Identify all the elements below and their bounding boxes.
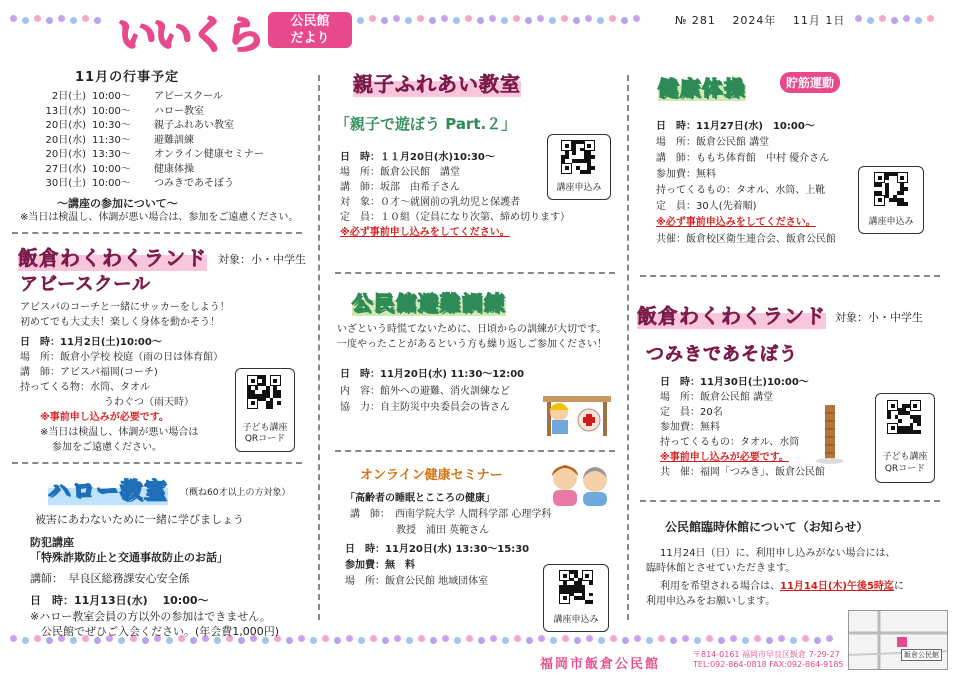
decor-dot xyxy=(358,637,365,644)
schedule-event: 親子ふれあい教室 xyxy=(154,120,234,131)
tsumiki-subtitle: つみきであそぼう xyxy=(646,344,798,365)
closure-deadline: 11月14日(木)午後5時迄 xyxy=(780,581,894,592)
tsumiki-place: 場 所：飯倉公民館 講堂 xyxy=(660,392,774,403)
wakuwaku-target-2: 対象：小・中学生 xyxy=(835,311,923,324)
decor-dot xyxy=(754,635,761,642)
kenko-place: 場 所：飯倉公民館 講堂 xyxy=(656,137,770,148)
online-place: 場 所：飯倉公民館 地域団体室 xyxy=(345,576,489,587)
schedule-date: 20日(水) xyxy=(45,149,86,160)
decor-dot xyxy=(622,637,629,644)
closure-line-3 xyxy=(660,579,904,594)
decor-dot xyxy=(927,15,934,22)
qr-code-kids-1[interactable] xyxy=(235,368,295,452)
tsumiki-capacity: 定 員：20名 xyxy=(660,407,723,418)
kenko-host: 共催：飯倉校区衛生連合会、飯倉公民館 xyxy=(656,234,836,245)
decor-dot xyxy=(406,637,413,644)
decor-dot xyxy=(537,15,544,22)
decor-dot xyxy=(915,17,922,24)
decor-dot xyxy=(22,17,29,24)
oyako-must: ※必ず事前申し込みをしてください。 xyxy=(340,227,510,238)
kenko-teacher: 講 師：ももち体育館 中村 優介さん xyxy=(656,153,830,164)
abi-desc-2: 初めてでも大丈夫！楽しく身体を動かそう！ xyxy=(20,317,220,328)
schedule-time: 10:00～ xyxy=(92,178,131,189)
closure-line-2: 臨時休館とさせていただきます。 xyxy=(646,563,796,574)
oyako-subtitle: 「親子で遊ぼう Part.２」 xyxy=(335,115,517,133)
decor-dot xyxy=(430,637,437,644)
decor-dot xyxy=(454,637,461,644)
abi-date: 日 時：11月2日(土)10:00～ xyxy=(20,337,162,348)
map-label: 飯倉公民館 xyxy=(901,649,942,661)
hinan-content: 内 容：館外への避難、消火訓練など xyxy=(340,386,510,397)
schedule-event: アビースクール xyxy=(154,91,223,102)
tsumiki-must: ※事前申し込みが必要です。 xyxy=(660,452,789,463)
decor-dot xyxy=(417,15,424,22)
decor-dot xyxy=(718,637,725,644)
oyako-title: 親子ふれあい教室 xyxy=(353,68,521,97)
online-teacher-1: 講 師： 西南学院大学 人間科学部 心理学科 xyxy=(350,509,552,520)
elderly-couple-illustration xyxy=(545,458,615,506)
abi-bring-2: うわぐつ（雨天時） xyxy=(104,397,194,408)
hello-title: ハロー教室 xyxy=(48,474,168,505)
schedule-time: 10:00～ xyxy=(92,91,131,102)
decor-dot xyxy=(478,637,485,644)
logo-main-text: いいくら xyxy=(118,13,263,57)
row-divider-mid-2 xyxy=(335,450,615,452)
decor-dot xyxy=(502,637,509,644)
location-map xyxy=(848,610,948,670)
wakuwaku-title-1: 飯倉わくわくランド xyxy=(18,242,207,271)
decor-dot xyxy=(742,637,749,644)
decor-dot xyxy=(10,635,17,642)
schedule-note-title: ～講座の参加について～ xyxy=(57,197,178,210)
oyako-capacity: 定 員：１０組（定員になり次第、締め切ります） xyxy=(340,212,570,223)
schedule-list xyxy=(40,90,294,192)
qr-label-1: 子ども講座 xyxy=(242,423,288,433)
decor-dot xyxy=(382,637,389,644)
schedule-time: 10:30～ xyxy=(92,120,131,131)
decor-dot xyxy=(357,17,364,24)
abi-note-2: 参加をご遠慮ください。 xyxy=(52,442,162,453)
hello-desc: 被害にあわないために一緒に学びましょう xyxy=(35,513,244,526)
decor-dot xyxy=(730,635,737,642)
decor-dot xyxy=(658,635,665,642)
row-divider-left-1 xyxy=(12,232,302,234)
online-theme: 「高齢者の睡眠とこころの健康」 xyxy=(345,493,495,504)
abi-must: ※事前申し込みが必要です。 xyxy=(40,412,169,423)
schedule-date: 27日(水) xyxy=(45,163,86,175)
row-divider-left-2 xyxy=(12,462,302,464)
decor-dot xyxy=(585,15,592,22)
issue-number: № 281 xyxy=(675,14,716,27)
decor-dot xyxy=(58,15,65,22)
schedule-event: つみきであそぼう xyxy=(154,178,234,189)
qr-label: 講座申込み xyxy=(868,217,914,227)
tsumiki-fee: 参加費：無料 xyxy=(660,422,720,433)
decor-dot xyxy=(574,637,581,644)
decor-dot xyxy=(34,15,41,22)
hinan-desc-2: 一度やったことがあるという方も繰り返しご参加ください！ xyxy=(337,339,607,350)
tsumiki-host: 共 催：福岡「つみき」、飯倉公民館 xyxy=(660,467,825,478)
qr-pattern xyxy=(874,172,908,206)
decor-dot xyxy=(879,15,886,22)
hinan-date: 日 時：11月20日(水) 11:30～12:00 xyxy=(340,369,525,380)
kenko-capacity: 定 員：30人(先着順) xyxy=(656,201,757,212)
schedule-event: ハロー教室 xyxy=(154,105,204,117)
qr-code-kenko[interactable] xyxy=(858,166,924,234)
decor-dot xyxy=(646,637,653,644)
evacuation-drill-illustration xyxy=(535,380,615,438)
decor-dot xyxy=(634,635,641,642)
schedule-row xyxy=(40,90,294,105)
decor-dot xyxy=(82,15,89,22)
decor-dot xyxy=(670,637,677,644)
online-teacher-2: 教授 浦田 英範さん xyxy=(396,525,490,536)
decor-dot xyxy=(501,17,508,24)
abi-place: 場 所：飯倉小学校 校庭（雨の日は体育館） xyxy=(20,352,224,363)
schedule-date: 2日(土) xyxy=(51,91,86,102)
decor-dot xyxy=(453,17,460,24)
schedule-date: 20日(水) xyxy=(45,134,86,146)
decor-dot xyxy=(790,637,797,644)
decor-dot xyxy=(814,637,821,644)
decor-dot xyxy=(855,15,862,22)
schedule-row xyxy=(40,163,294,178)
tsumiki-bring: 持ってくるもの：タオル、水筒 xyxy=(660,437,800,448)
schedule-time: 10:00～ xyxy=(92,163,131,175)
decor-dot xyxy=(466,635,473,642)
decor-dot xyxy=(586,635,593,642)
footer-tel: TEL:092-864-0818 FAX:092-864-9185 xyxy=(693,660,844,669)
decor-dots-top-mid xyxy=(345,15,645,25)
schedule-row xyxy=(40,105,294,120)
qr-code-online[interactable] xyxy=(543,564,609,632)
qr-label-2: QRコード xyxy=(244,434,286,444)
column-divider-1 xyxy=(318,75,320,620)
footer-zip: 〒814-0161 福岡市早良区飯倉 7-29-27 xyxy=(693,650,840,659)
decor-dot xyxy=(490,635,497,642)
decor-dot xyxy=(538,635,545,642)
decor-dot xyxy=(513,15,520,22)
footer-address xyxy=(693,650,844,670)
decor-dot xyxy=(346,635,353,642)
decor-dot xyxy=(706,635,713,642)
kenko-must: ※必ず事前申込みをしてください。 xyxy=(656,217,816,228)
qr-code-oyako[interactable] xyxy=(547,134,611,200)
row-divider-right-2 xyxy=(640,500,940,502)
logo-sub-line-2: だより xyxy=(290,31,330,46)
decor-dot xyxy=(621,17,628,24)
decor-dot xyxy=(310,637,317,644)
hello-date: 日 時：11月13日(水) 10:00～ xyxy=(30,594,209,607)
decor-dot xyxy=(393,15,400,22)
decor-dot xyxy=(394,635,401,642)
qr-label-1: 子ども講座 xyxy=(882,452,928,462)
decor-dot xyxy=(610,635,617,642)
issue-date: 2024年 11月 1日 xyxy=(732,14,846,27)
kenko-bring: 持ってくるもの：タオル、水筒、上靴 xyxy=(656,185,826,196)
qr-pattern xyxy=(887,400,921,434)
online-title: オンライン健康セミナー xyxy=(360,468,503,483)
decor-dot xyxy=(778,635,785,642)
decor-dot xyxy=(573,17,580,24)
schedule-title: 11月の行事予定 xyxy=(75,70,180,85)
decor-dot xyxy=(561,15,568,22)
kenko-badge: 貯筋運動 xyxy=(780,72,840,93)
qr-label: 講座申込み xyxy=(556,183,602,193)
issue-info xyxy=(675,12,845,28)
kenko-title: 健康体操 xyxy=(658,72,746,101)
decor-dot xyxy=(633,15,640,22)
decor-dot xyxy=(514,635,521,642)
decor-dot xyxy=(334,637,341,644)
newsletter-logo xyxy=(118,8,343,57)
decor-dot xyxy=(369,15,376,22)
decor-dot xyxy=(442,635,449,642)
decor-dot xyxy=(802,635,809,642)
decor-dot xyxy=(381,17,388,24)
qr-pattern xyxy=(247,375,281,409)
schedule-row xyxy=(40,119,294,134)
hinan-title: 公民館避難訓練 xyxy=(352,287,506,316)
online-fee: 参加費：無 料 xyxy=(345,560,415,571)
decor-dot xyxy=(525,17,532,24)
schedule-event: 健康体操 xyxy=(154,163,194,175)
column-divider-2 xyxy=(627,75,629,620)
closure-line-4: 利用申込みをお願いします。 xyxy=(646,596,776,607)
closure-line-3c: に xyxy=(893,581,904,592)
decor-dot xyxy=(867,17,874,24)
kenko-fee: 参加費：無料 xyxy=(656,169,716,180)
abi-school-subtitle: アビースクール xyxy=(20,274,152,295)
closure-title: 公民館臨時休館について（お知らせ） xyxy=(665,520,869,534)
schedule-time: 10:00～ xyxy=(92,105,131,117)
qr-label-2: QRコード xyxy=(884,464,926,474)
schedule-date: 13日(水) xyxy=(45,105,86,117)
decor-dot xyxy=(10,15,17,22)
decor-dot xyxy=(903,15,910,22)
decor-dot xyxy=(94,17,101,24)
wakuwaku-target-1: 対象：小・中学生 xyxy=(218,253,306,266)
decor-dot xyxy=(429,17,436,24)
qr-code-kids-2[interactable] xyxy=(875,393,935,483)
qr-pattern xyxy=(559,570,593,604)
decor-dot xyxy=(598,637,605,644)
abi-note-1: ※当日は検温し、体調が悪い場合は xyxy=(40,427,199,438)
row-divider-mid-1 xyxy=(335,272,615,274)
decor-dot xyxy=(70,17,77,24)
decor-dot xyxy=(826,635,833,642)
decor-dot xyxy=(526,637,533,644)
decor-dot xyxy=(597,17,604,24)
decor-dot xyxy=(477,17,484,24)
kenko-date: 日 時：11月27日(水) 10:00～ xyxy=(656,121,815,132)
footer-name: 福岡市飯倉公民館 xyxy=(540,657,661,672)
oyako-target: 対 象：０才～就園前の乳幼児と保護者 xyxy=(340,197,520,208)
schedule-event: オンライン健康セミナー xyxy=(154,149,264,160)
schedule-row xyxy=(40,134,294,149)
hinan-coop: 協 力：自主防災中央委員会の皆さん xyxy=(340,402,510,413)
schedule-event: 避難訓練 xyxy=(154,134,194,146)
schedule-time: 11:30～ xyxy=(92,134,131,146)
decor-dot xyxy=(286,637,293,644)
oyako-place: 場 所：飯倉公民館 講堂 xyxy=(340,167,460,178)
logo-sub-line-1: 公民館 xyxy=(290,14,330,29)
qr-label: 講座申込み xyxy=(553,615,599,625)
online-date: 日 時：11月20日(水) 13:30～15:30 xyxy=(345,544,530,555)
decor-dot xyxy=(550,637,557,644)
abi-desc-1: アビスパのコーチと一緒にサッカーをしよう！ xyxy=(20,302,230,313)
decor-dot xyxy=(370,635,377,642)
schedule-row xyxy=(40,177,294,192)
row-divider-right-1 xyxy=(640,275,940,277)
hello-sub: （概ね60才以上の方対象） xyxy=(180,488,291,498)
hello-course: 防犯講座 xyxy=(30,536,74,549)
decor-dots-top-right xyxy=(855,15,950,25)
decor-dot xyxy=(298,635,305,642)
decor-dot xyxy=(694,637,701,644)
block-tower-illustration xyxy=(815,405,845,465)
schedule-date: 20日(水) xyxy=(45,120,86,131)
schedule-date: 30日(土) xyxy=(45,178,86,189)
closure-line-3a: 利用を希望される場合は、 xyxy=(660,581,780,592)
decor-dot xyxy=(609,15,616,22)
wakuwaku-title-2: 飯倉わくわくランド xyxy=(637,300,826,329)
decor-dot xyxy=(22,637,29,644)
hello-fee: 公民館でぜひご入会ください。(年会費1,000円) xyxy=(30,625,280,638)
decor-dot xyxy=(46,17,53,24)
schedule-time: 13:30～ xyxy=(92,149,131,160)
decor-dot xyxy=(682,635,689,642)
decor-dot xyxy=(322,635,329,642)
decor-dot xyxy=(549,17,556,24)
closure-line-1: 11月24日（日）に、利用申し込みがない場合には、 xyxy=(660,548,896,559)
decor-dot xyxy=(489,15,496,22)
decor-dot xyxy=(405,17,412,24)
qr-pattern xyxy=(561,140,595,174)
decor-dot xyxy=(891,17,898,24)
oyako-teacher: 講 師：坂部 由希子さん xyxy=(340,182,460,193)
decor-dot xyxy=(766,637,773,644)
decor-dot xyxy=(418,635,425,642)
decor-dot xyxy=(441,15,448,22)
decor-dot xyxy=(562,635,569,642)
abi-bring-1: 持ってくる物：水筒、タオル xyxy=(20,382,150,393)
logo-sub-text xyxy=(268,12,352,48)
decor-dots-top-left xyxy=(10,15,115,25)
schedule-note: ※当日は検温し、体調が悪い場合は、参加をご遠慮ください。 xyxy=(20,212,299,223)
tsumiki-date: 日 時：11月30日(土)10:00～ xyxy=(660,377,809,388)
hinan-desc-1: いざという時慌てないために、日頃からの訓練が大切です。 xyxy=(337,324,607,335)
hello-course-title: 「特殊詐欺防止と交通事故防止のお話」 xyxy=(30,551,228,564)
schedule-row xyxy=(40,148,294,163)
hello-teacher: 講師： 早良区総務課安心安全係 xyxy=(30,572,190,585)
decor-dot xyxy=(465,15,472,22)
hello-note: ※ハロー教室会員の方以外の参加はできません。 xyxy=(30,610,271,623)
abi-teacher: 講 師：アビスパ福岡(コーチ) xyxy=(20,367,158,378)
oyako-date: 日 時：１１月20日(水)10:30～ xyxy=(340,152,495,163)
